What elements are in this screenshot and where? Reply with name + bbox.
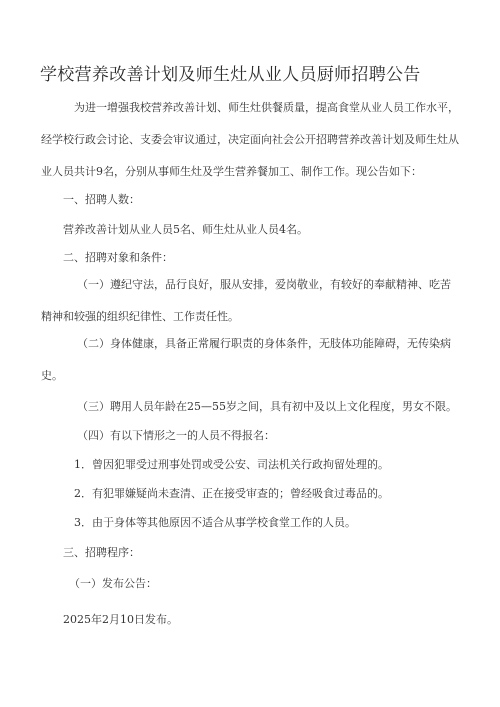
section-heading-target-conditions: 二、招聘对象和条件：: [63, 251, 173, 264]
condition-line: 精神和较强的组织纪律性、工作责任性。: [41, 310, 239, 323]
section-heading-procedure: 三、招聘程序：: [63, 546, 140, 559]
condition-age-text: （三）聘用人员年龄在25—55岁之间，具有初中及以上文化程度，男女不限。: [77, 400, 457, 413]
exclusion-item: 1．曾因犯罪受过刑事处罚或受公安、司法机关行政拘留处理的。: [74, 458, 389, 471]
condition-line: （一）遵纪守法，品行良好，服从安排，爱岗敬业，有较好的奉献精神、吃苦: [77, 278, 451, 291]
exclusion-item: 2．有犯罪嫌疑尚未查清、正在接受审查的；曾经吸食过毒品的。: [74, 487, 389, 500]
condition-exclusion-heading: （四）有以下情形之一的人员不得报名：: [77, 429, 275, 442]
procedure-step-publish: （一）发布公告：: [69, 577, 157, 590]
section-heading-recruit-count: 一、招聘人数：: [63, 193, 140, 206]
intro-paragraph: [41, 92, 461, 188]
condition-health-paragraph: [41, 328, 461, 392]
condition-line: （二）身体健康，具备正常履行职责的身体条件，无肢体功能障碍，无传染病: [77, 337, 451, 350]
document-title: 学校营养改善计划及师生灶从业人员厨师招聘公告: [40, 65, 421, 85]
intro-line: 业人员共计9名，分别从事师生灶及学生营养餐加工、制作工作。现公告如下：: [41, 165, 422, 178]
recruit-count-text: 营养改善计划从业人员5名、师生灶从业人员4名。: [63, 223, 308, 236]
exclusion-item: 3．由于身体等其他原因不适合从事学校食堂工作的人员。: [74, 516, 356, 529]
intro-line: 经学校行政会讨论、支委会审议通过，决定面向社会公开招聘营养改善计划及师生灶从: [41, 133, 459, 146]
condition-discipline-paragraph: [41, 269, 461, 333]
condition-line: 史。: [41, 369, 63, 382]
publish-date-text: 2025年2月10日发布。: [63, 613, 178, 626]
intro-line: 为进一增强我校营养改善计划、师生灶供餐质量，提高食堂从业人员工作水平，: [74, 101, 459, 114]
